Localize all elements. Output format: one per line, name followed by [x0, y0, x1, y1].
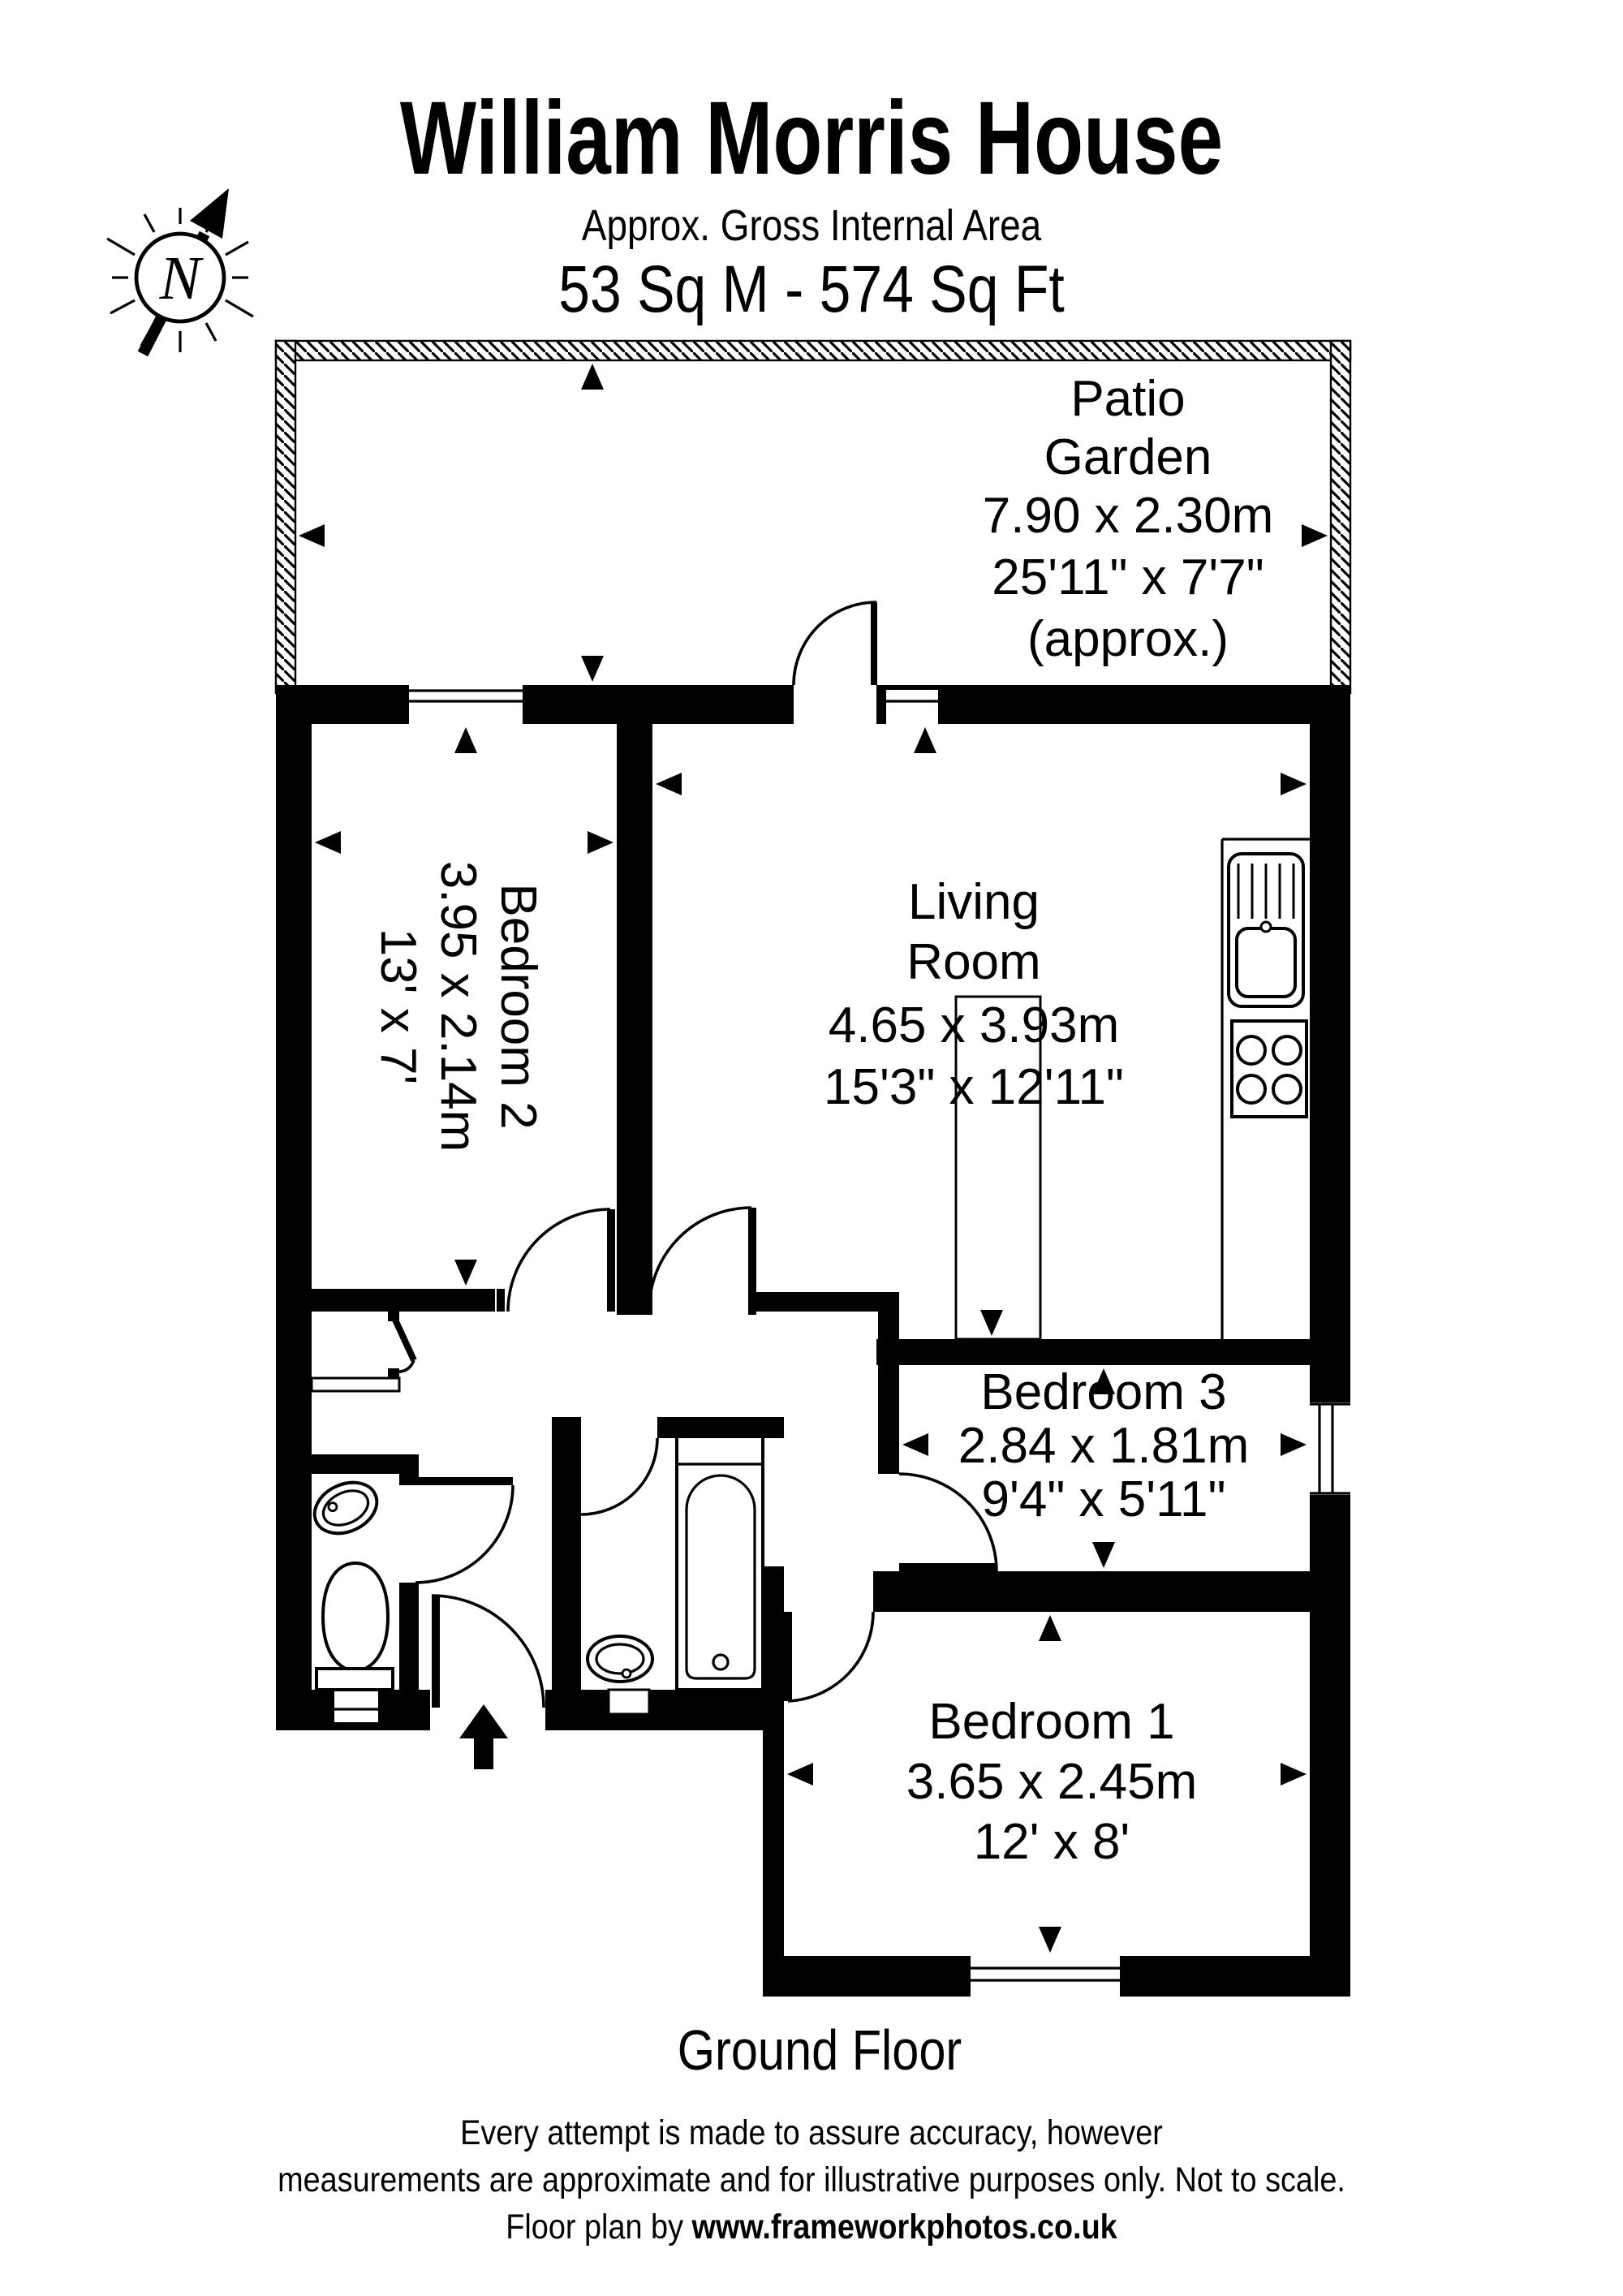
- wall-wc-right-lower: [399, 1583, 419, 1690]
- footer: [278, 2018, 1345, 2246]
- lobby-cupboard-door: [394, 1318, 414, 1372]
- wall-bed3-bed1: [873, 1571, 1310, 1612]
- bedroom3-label: [958, 1364, 1249, 1527]
- living-room-door: [649, 1208, 756, 1315]
- arrow-living-up-icon: [914, 727, 936, 753]
- hob-icon: [1232, 1021, 1307, 1117]
- compass-icon: [107, 188, 253, 354]
- credit-prefix: Floor plan by: [506, 2206, 692, 2246]
- bedroom1-label-dims-m: 3.65 x 2.45m: [906, 1754, 1198, 1810]
- credit-url: www.frameworkphotos.co.uk: [691, 2206, 1117, 2246]
- patio-label-dims-m: 7.90 x 2.30m: [982, 488, 1274, 544]
- patio-garden-label: [983, 371, 1273, 667]
- arrow-bed3-right-icon: [1281, 1433, 1307, 1456]
- wall-exterior-left: [276, 685, 312, 1730]
- arrow-bed2-left-icon: [315, 831, 341, 854]
- bedroom3-label-dims-ft: 9'4" x 5'11": [981, 1471, 1226, 1527]
- bedroom1-label-name: Bedroom 1: [928, 1694, 1175, 1750]
- kitchen-sink-icon: [1229, 854, 1303, 1006]
- arrow-bed1-right-icon: [1281, 1763, 1307, 1786]
- compass-north-label: N: [159, 244, 201, 312]
- garden-door-opening: [794, 685, 876, 724]
- garden-door: [794, 602, 877, 685]
- arrow-garden-right-icon: [1302, 524, 1328, 547]
- arrow-bed1-down-icon: [1039, 1927, 1061, 1953]
- arrow-bed3-left-icon: [902, 1433, 928, 1456]
- patio-label-line1: Patio: [1070, 371, 1186, 427]
- arrow-bed2-down-icon: [454, 1260, 477, 1286]
- bedroom1-door: [784, 1612, 873, 1701]
- wall-wc-top: [307, 1454, 415, 1474]
- bedroom2-label-dims-m: 3.95 x 2.14m: [430, 860, 486, 1152]
- wall-bed2-living: [617, 724, 652, 1315]
- bedroom1-label: [906, 1694, 1197, 1870]
- arrow-garden-left-icon: [299, 524, 325, 547]
- arrow-living-left-icon: [656, 773, 682, 795]
- bedroom1-window: [971, 1956, 1120, 1997]
- living-label-line1: Living: [908, 874, 1040, 930]
- header: [400, 80, 1223, 326]
- wall-bed2-bottom-cap: [497, 1289, 505, 1312]
- room-labels: [370, 371, 1273, 1870]
- entrance-door: [432, 1596, 544, 1708]
- wall-bed2-bottom: [276, 1289, 495, 1312]
- wall-lobby-thin-partition: [312, 1378, 399, 1391]
- living-label-dims-ft: 15'3" x 12'11": [824, 1059, 1124, 1115]
- disclaimer-line1: Every attempt is made to assure accuracy, however: [460, 2112, 1163, 2152]
- wc-sink-icon: [306, 1473, 385, 1543]
- arrow-bed1-left-icon: [787, 1763, 813, 1786]
- disclaimer-line2: measurements are approximate and for illustrative purposes only. Not to scale.: [278, 2159, 1345, 2199]
- garden-door-side-panel: [886, 690, 938, 724]
- arrow-bed2-up-icon: [454, 727, 477, 753]
- bathroom-door: [573, 1438, 657, 1514]
- wall-exterior-right: [1310, 685, 1350, 1997]
- patio-label-approx: (approx.): [1027, 611, 1229, 667]
- bedroom1-label-dims-ft: 12' x 8': [973, 1814, 1130, 1870]
- bedroom3-label-name: Bedroom 3: [980, 1364, 1227, 1420]
- wall-hall-top: [756, 1292, 899, 1312]
- wall-bed3-left: [878, 1312, 899, 1474]
- patio-label-dims-ft: 25'11" x 7'7": [992, 549, 1264, 605]
- bedroom3-label-dims-m: 2.84 x 1.81m: [958, 1418, 1250, 1474]
- floor-label: Ground Floor: [677, 2018, 962, 2083]
- arrow-bed3-down-icon: [1092, 1542, 1115, 1568]
- page-subtitle: Approx. Gross Internal Area: [581, 200, 1042, 250]
- credit-line: [506, 2207, 1117, 2246]
- wall-living-bed3: [876, 1339, 1310, 1365]
- arrow-living-right-icon: [1281, 773, 1307, 795]
- arrow-garden-down-icon: [581, 656, 604, 682]
- gross-area-label: 53 Sq M - 574 Sq Ft: [558, 252, 1065, 327]
- bathtub-icon: [677, 1437, 763, 1690]
- bedroom2-door: [508, 1209, 615, 1312]
- bedroom2-label: [370, 861, 546, 1152]
- bedroom3-window: [1310, 1402, 1350, 1495]
- living-label-line2: Room: [906, 934, 1041, 990]
- page-title: William Morris House: [399, 80, 1224, 196]
- bedroom2-label-name: Bedroom 2: [490, 883, 546, 1130]
- living-label-dims-m: 4.65 x 3.93m: [828, 997, 1120, 1053]
- arrow-bed1-up-icon: [1039, 1615, 1061, 1641]
- bedroom2-window: [409, 685, 523, 724]
- wc-door: [415, 1477, 513, 1583]
- wall-bottom-mid: [545, 1690, 784, 1730]
- entrance-arrow-icon: [459, 1704, 508, 1769]
- living-room-label: [824, 874, 1124, 1115]
- bedroom2-label-dims-ft: 13' x 7': [370, 928, 426, 1085]
- arrow-garden-up-icon: [581, 364, 604, 390]
- arrow-bed2-right-icon: [588, 831, 613, 854]
- patio-label-line2: Garden: [1044, 429, 1212, 485]
- wall-bath-bed1: [763, 1566, 784, 1997]
